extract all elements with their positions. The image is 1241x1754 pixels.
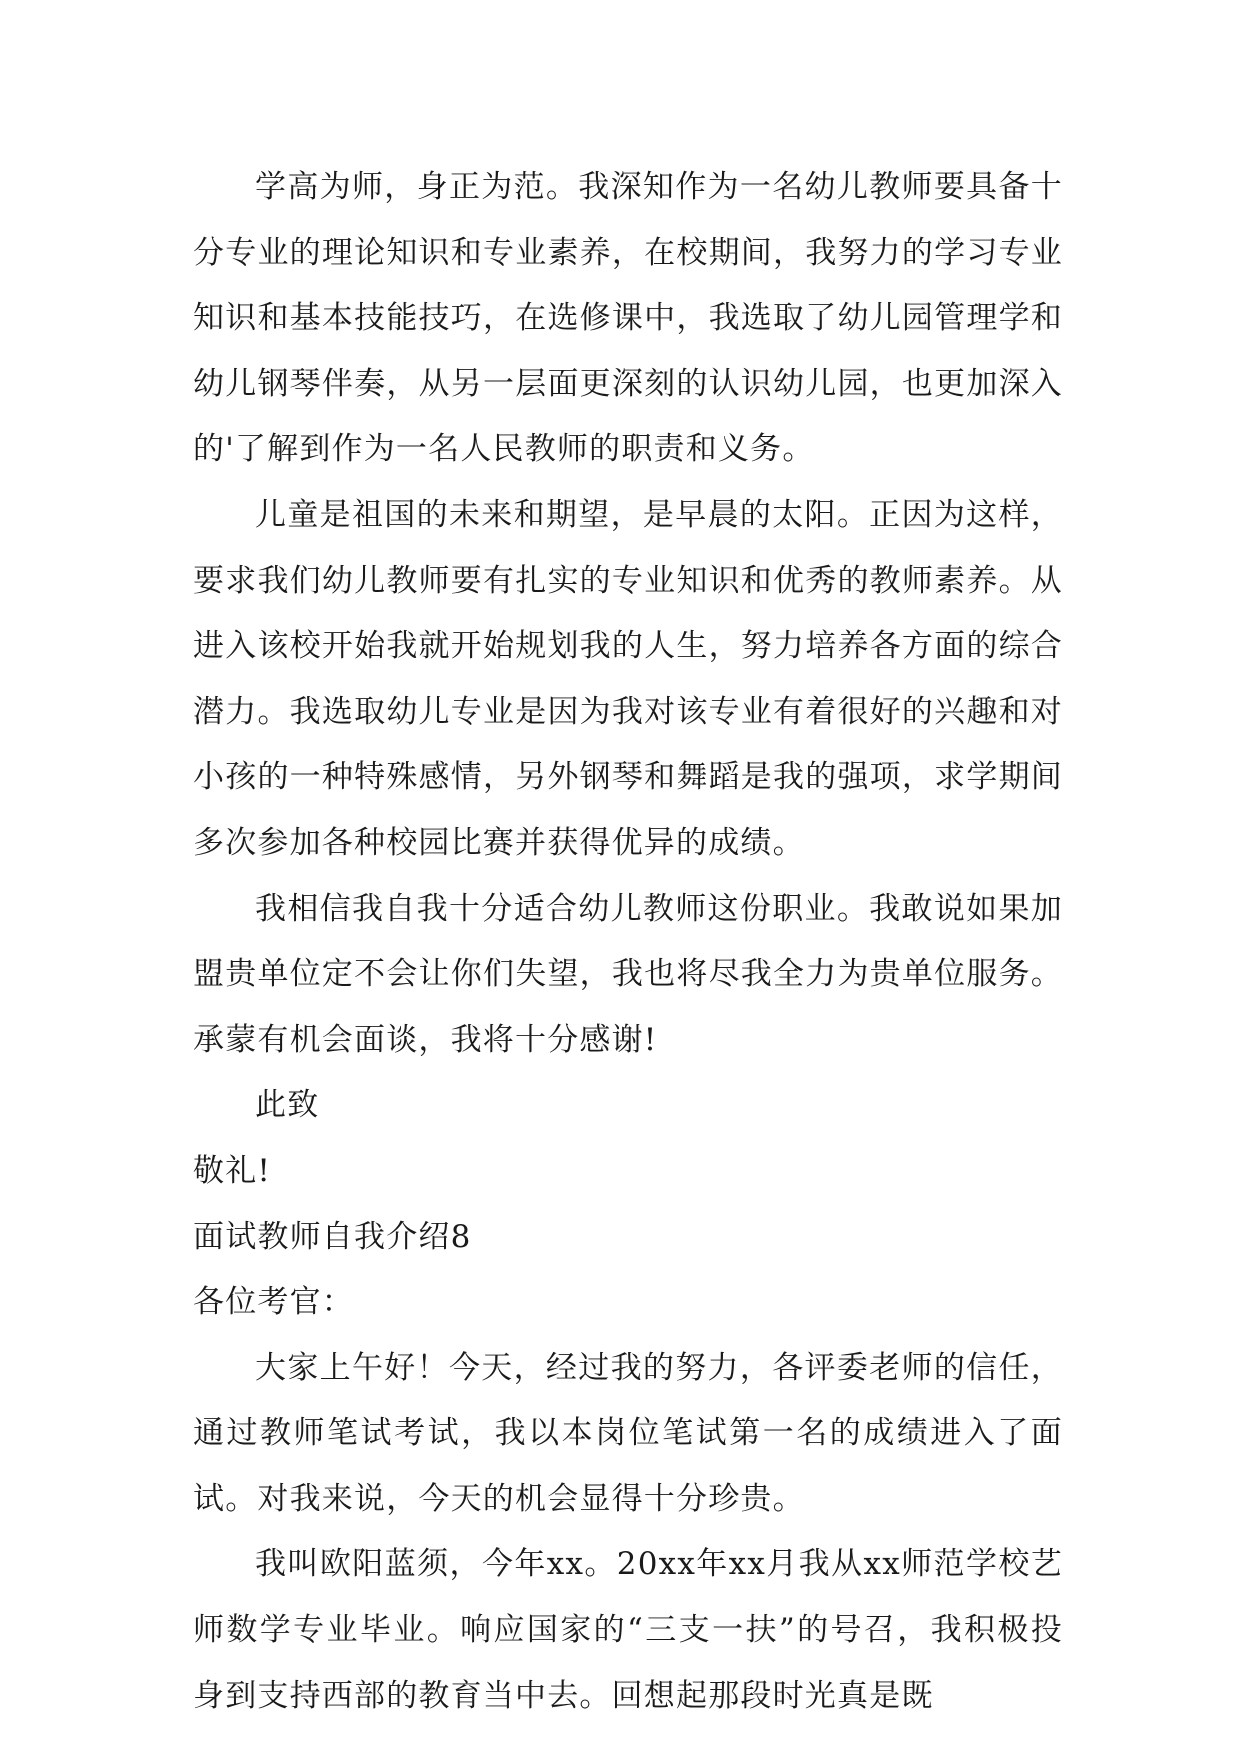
paragraph-1: 学高为师，身正为范。我深知作为一名幼儿教师要具备十分专业的理论知识和专业素养，在校期间，我努力的学习专业知识和基本技能技巧，在选修课中，我选取了幼儿园管理学和幼儿钢琴伴奏，从另一层面更深刻的认识幼儿园，也更加深入的'了解到作为一名人民教师的职责和义务。 (193, 169, 1063, 468)
section-title: 面试教师自我介绍8 (193, 1218, 472, 1255)
closing-line-2: 敬礼! (193, 1152, 272, 1189)
paragraph-4: 大家上午好！今天，经过我的努力，各评委老师的信任，通过教师笔试考试，我以本岗位笔试第一名的成绩进入了面试。对我来说，今天的机会显得十分珍贵。 (193, 1349, 1063, 1517)
salutation: 各位考官： (193, 1284, 354, 1321)
paragraph-2: 儿童是祖国的未来和期望，是早晨的太阳。正因为这样，要求我们幼儿教师要有扎实的专业知识和优秀的教师素养。从进入该校开始我就开始规划我的人生，努力培养各方面的综合潜力。我选取幼儿专业是因为我对该专业有着很好的兴趣和对小孩的一种特殊感情，另外钢琴和舞蹈是我的强项，求学期间多次参加各种校园比赛并获得优异的成绩。 (193, 496, 1063, 861)
document-body (193, 155, 1063, 1729)
paragraph-3: 我相信我自我十分适合幼儿教师这份职业。我敢说如果加盟贵单位定不会让你们失望，我也将尽我全力为贵单位服务。承蒙有机会面谈，我将十分感谢! (193, 890, 1063, 1058)
closing-line-1: 此致 (255, 1087, 320, 1124)
paragraph-5: 我叫欧阳蓝须，今年xx。20xx年xx月我从xx师范学校艺师数学专业毕业。响应国家的“三支一扶”的号召，我积极投身到支持西部的教育当中去。回想起那段时光真是既 (193, 1546, 1063, 1714)
